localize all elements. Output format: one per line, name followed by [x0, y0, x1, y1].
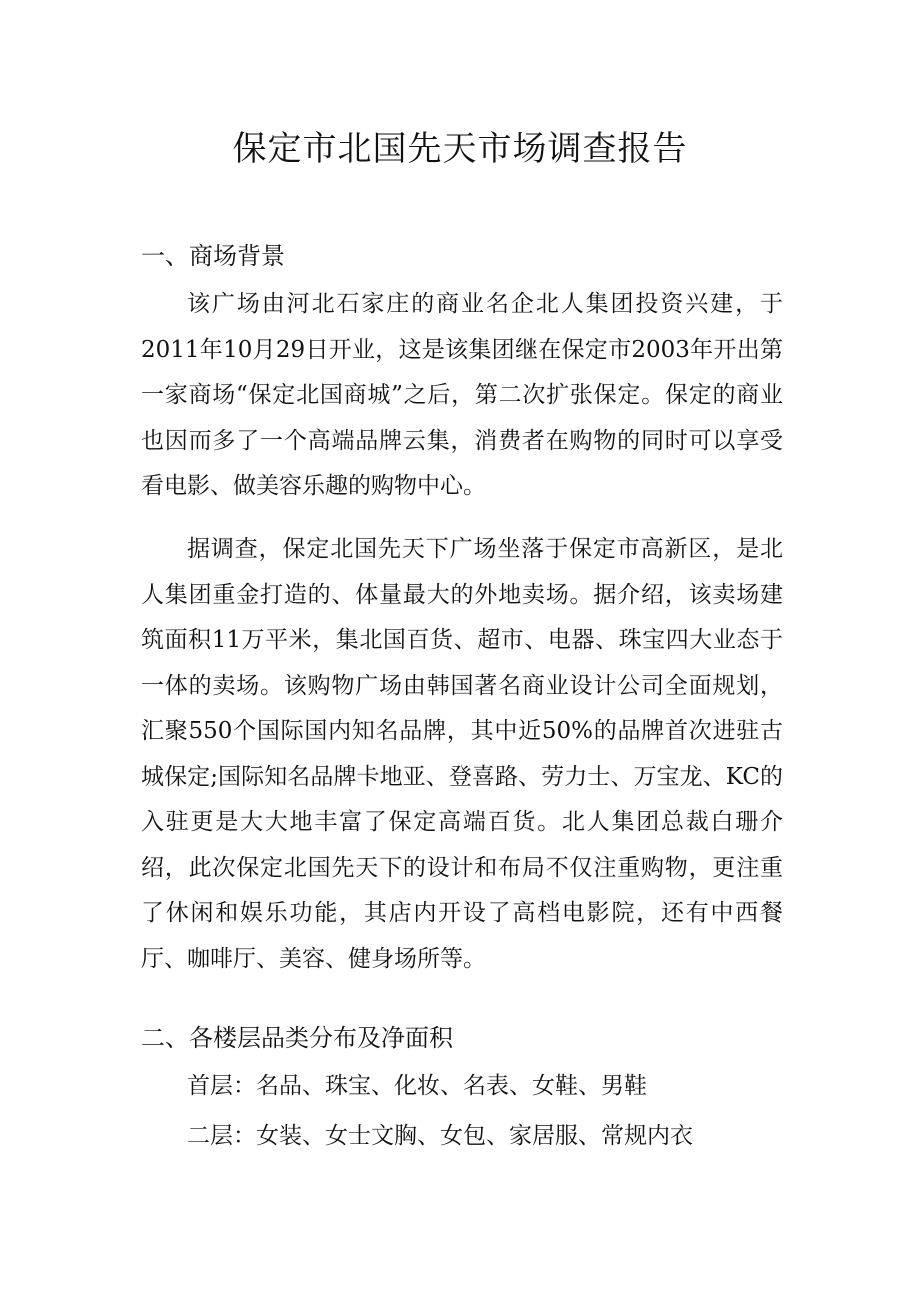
floor-line-second: 二层：女装、女士文胸、女包、家居服、常规内衣 [187, 1123, 693, 1149]
document-title: 保定市北国先天市场调查报告 [232, 129, 688, 169]
paragraph-mall-background: 该广场由河北石家庄的商业名企北人集团投资兴建，于2011年10月29日开业，这是该集团继在保定市2003年开出第一家商场“保定北国商城”之后，第二次扩张保定。保定的商业也因而多了一个高端品牌云集，消费者在购物的同时可以享受看电影、做美容乐趣的购物中心。 [141, 291, 783, 499]
paragraph-survey-details: 据调查，保定北国先天下广场坐落于保定市高新区，是北人集团重金打造的、体量最大的外地卖场。据介绍，该卖场建筑面积11万平米，集北国百货、超市、电器、珠宝四大业态于一体的卖场。该购物广场由韩国著名商业设计公司全面规划，汇聚550个国际国内知名品牌，其中近50%的品牌首次进驻古城保定;国际知名品牌卡地亚、登喜路、劳力士、万宝龙、KC的入驻更是大大地丰富了保定高端百货。北人集团总裁白珊介绍，此次保定北国先天下的设计和布局不仅注重购物，更注重了休闲和娱乐功能，其店内开设了高档电影院，还有中西餐厅、咖啡厅、美容、健身场所等。 [141, 536, 783, 972]
section-heading-floors: 二、各楼层品类分布及净面积 [141, 1024, 453, 1052]
floor-line-first: 首层：名品、珠宝、化妆、名表、女鞋、男鞋 [187, 1073, 647, 1099]
section-heading-background: 一、商场背景 [141, 242, 285, 270]
